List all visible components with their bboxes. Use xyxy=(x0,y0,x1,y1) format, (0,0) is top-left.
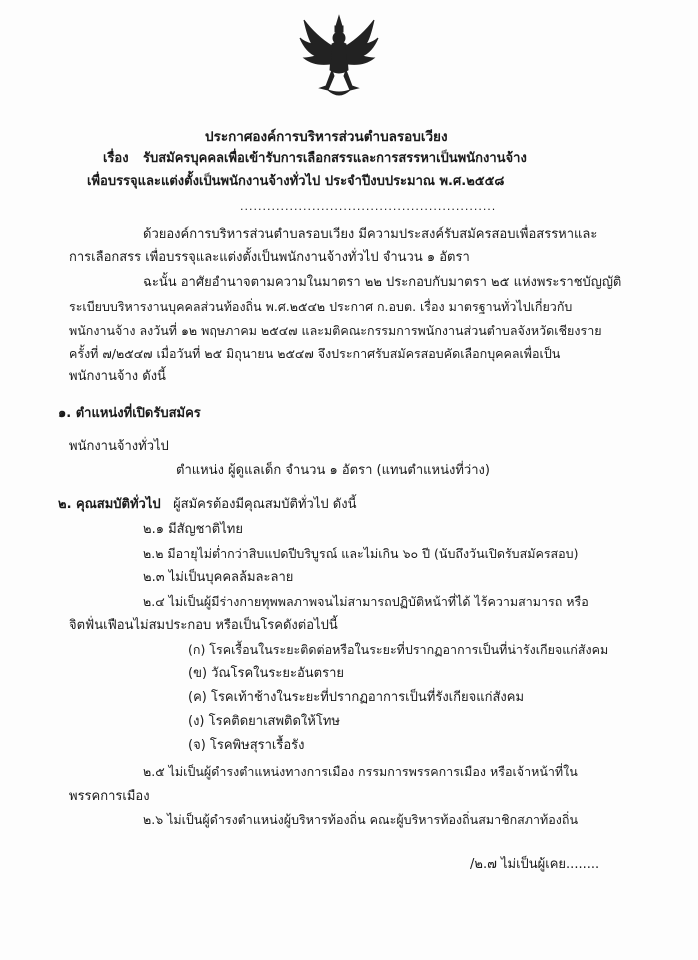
separator-line: ......................................................... xyxy=(240,200,497,213)
item-2-5-line2: พรรคการเมือง xyxy=(69,789,150,804)
intro-p2-line4: ครั้งที่ ๗/๒๕๔๗ เมื่อวันที่ ๒๕ มิถุนายน ๒๕๔๗ จึงประกาศรับสมัครสอบคัดเลือกบุคคลเพื่อเป็น xyxy=(69,346,561,361)
page-continuation: /๒.๗ ไม่เป็นผู้เคย........ xyxy=(470,857,600,872)
subject-label: เรื่อง xyxy=(103,151,129,166)
item-2-3: ๒.๓ ไม่เป็นบุคคลล้มละลาย xyxy=(143,570,294,585)
announcement-title: ประกาศองค์การบริหารส่วนตำบลรอบเวียง xyxy=(205,129,448,145)
intro-p2-line2: ระเบียบบริหารงานบุคคลส่วนท้องถิ่น พ.ศ.๒๕๔๒ ประกาศ ก.อบต. เรื่อง มาตรฐานทั่วไปเกี่ยวกับ xyxy=(69,299,573,314)
intro-p1-line1: ด้วยองค์การบริหารส่วนตำบลรอบเวียง มีความประสงค์รับสมัครสอบเพื่อสรรหาและ xyxy=(143,227,598,242)
disease-item: (ก) โรคเรื้อนในระยะติดต่อหรือในระยะที่ปรากฏอาการเป็นที่น่ารังเกียจแก่สังคม xyxy=(188,642,609,657)
section2-heading xyxy=(58,496,356,514)
disease-item: (ค) โรคเท้าช้างในระยะที่ปรากฏอาการเป็นที่รังเกียจแก่สังคม xyxy=(188,690,525,705)
subject-line-2: เพื่อบรรจุและแต่งตั้งเป็นพนักงานจ้างทั่วไป ประจำปีงบประมาณ พ.ศ.๒๕๕๘ xyxy=(87,174,505,189)
item-2-1: ๒.๑ มีสัญชาติไทย xyxy=(143,522,243,537)
intro-p1-line2: การเลือกสรร เพื่อบรรจุและแต่งตั้งเป็นพนักงานจ้างทั่วไป จำนวน ๑ อัตรา xyxy=(69,250,470,265)
intro-p2-line3: พนักงานจ้าง ลงวันที่ ๑๒ พฤษภาคม ๒๕๔๗ และมติคณะกรรมการพนักงานส่วนตำบลจังหวัดเชียงราย xyxy=(69,323,602,338)
section1-category: พนักงานจ้างทั่วไป xyxy=(69,439,169,454)
item-2-2: ๒.๒ มีอายุไม่ต่ำกว่าสิบแปดปีบริบูรณ์ และไม่เกิน ๖๐ ปี (นับถึงวันเปิดรับสมัครสอบ) xyxy=(143,546,579,561)
section2-heading-rest: ผู้สมัครต้องมีคุณสมบัติทั่วไป ดังนี้ xyxy=(173,497,357,512)
item-2-6: ๒.๖ ไม่เป็นผู้ดำรงตำแหน่งผู้บริหารท้องถิ่น คณะผู้บริหารท้องถิ่นสมาชิกสภาท้องถิ่น xyxy=(143,812,579,827)
disease-item: (ข) วัณโรคในระยะอันตราย xyxy=(188,666,345,681)
item-2-4-line1: ๒.๔ ไม่เป็นผู้มีร่างกายทุพพลภาพจนไม่สามารถปฏิบัติหน้าที่ได้ ไร้ความสามารถ หรือ xyxy=(143,594,589,609)
garuda-emblem-icon xyxy=(298,14,380,102)
section2-heading-bold: ๒. คุณสมบัติทั่วไป xyxy=(58,497,161,512)
disease-item: (จ) โรคพิษสุราเรื้อรัง xyxy=(188,738,305,753)
item-2-5-line1: ๒.๕ ไม่เป็นผู้ดำรงตำแหน่งทางการเมือง กรรมการพรรคการเมือง หรือเจ้าหน้าที่ใน xyxy=(143,764,578,779)
subject-line-1: รับสมัครบุคคลเพื่อเข้ารับการเลือกสรรและการสรรหาเป็นพนักงานจ้าง xyxy=(143,151,527,166)
intro-p2-line1: ฉะนั้น อาศัยอำนาจตามความในมาตรา ๒๒ ประกอบกับมาตรา ๒๕ แห่งพระราชบัญญัติ xyxy=(143,275,622,290)
section1-position: ตำแหน่ง ผู้ดูแลเด็ก จำนวน ๑ อัตรา (แทนตำแหน่งที่ว่าง) xyxy=(176,463,490,478)
intro-p2-line5: พนักงานจ้าง ดังนี้ xyxy=(69,369,166,384)
section1-heading: ๑. ตำแหน่งที่เปิดรับสมัคร xyxy=(58,406,201,421)
disease-item: (ง) โรคติดยาเสพติดให้โทษ xyxy=(188,714,340,729)
item-2-4-line2: จิตฟั่นเฟือนไม่สมประกอบ หรือเป็นโรคดังต่อไปนี้ xyxy=(69,618,338,633)
